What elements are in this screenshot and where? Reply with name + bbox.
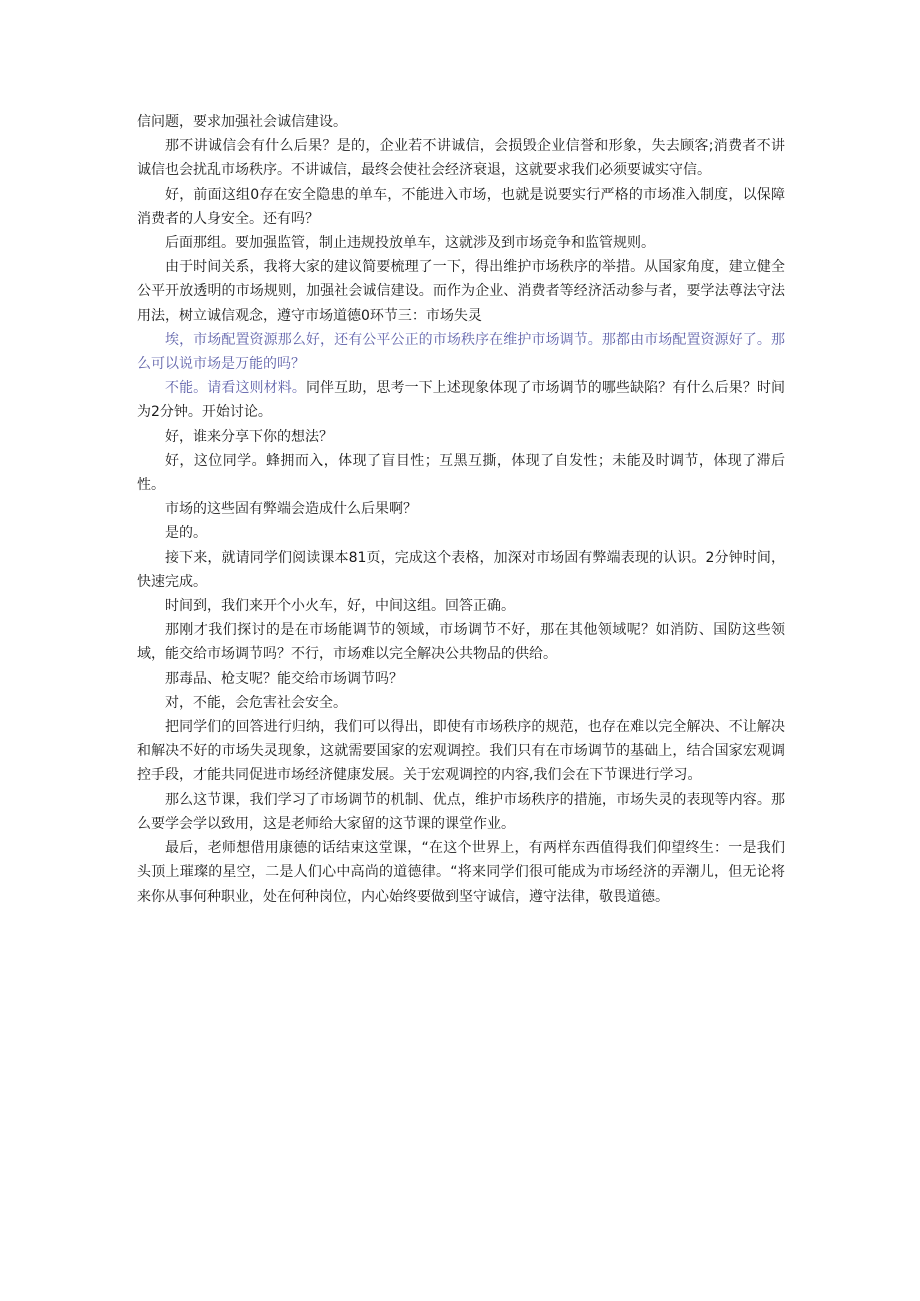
paragraph	[137, 594, 785, 618]
paragraph	[137, 497, 785, 521]
paragraph	[137, 425, 785, 449]
paragraph	[137, 788, 785, 836]
paragraph-text: 好，这位同学。蜂拥而入，体现了盲目性；互黑互撕，体现了自发性；未能及时调节，体现了滞后性。	[137, 452, 785, 494]
paragraph	[137, 183, 785, 231]
paragraph	[137, 110, 785, 134]
paragraph	[137, 667, 785, 691]
document-body	[137, 110, 785, 909]
paragraph-text: 好，前面这组0存在安全隐患的单车，不能进入市场，也就是说要实行严格的市场准入制度，以保障消费者的人身安全。还有吗？	[137, 186, 785, 227]
paragraph-text: 后面那组。要加强监管，制止违规投放单车，这就涉及到市场竞争和监管规则。	[165, 235, 655, 252]
paragraph	[137, 134, 785, 182]
paragraph	[137, 231, 785, 255]
paragraph	[137, 691, 785, 715]
paragraph-text: 是的。	[165, 525, 207, 542]
paragraph-text: 信问题，要求加强社会诚信建设。	[137, 114, 347, 130]
highlighted-text: 埃，市场配置资源那么好，还有公平公正的市场秩序在维护市场调节。那都由市场配置资源好了。那么可以说市场是万能的吗？	[137, 331, 785, 373]
paragraph-text: 时间到，我们来开个小火车，好，中间这组。回答正确。	[165, 598, 515, 615]
paragraph-text: 好，谁来分享下你的想法？	[165, 428, 333, 445]
paragraph	[137, 449, 785, 497]
paragraph-text: 接下来，就请同学们阅读课本81页，完成这个表格，加深对市场固有弊端表现的认识。2分钟时间，快速完成。	[137, 549, 785, 590]
paragraph-text: 由于时间关系，我将大家的建议简要梳理了一下，得出维护市场秩序的举措。从国家角度，建立健全公平开放透明的市场规则，加强社会诚信建设。而作为企业、消费者等经济活动参与者，要学法尊法守法用法，树立诚信观念，遵守市场道德0环节三：市场失灵	[137, 259, 785, 324]
paragraph-text: 对，不能，会危害社会安全。	[165, 694, 347, 711]
paragraph-text: 那么这节课，我们学习了市场调节的机制、优点，维护市场秩序的措施，市场失灵的表现等内容。那么要学会学以致用，这是老师给大家留的这节课的课堂作业。	[137, 791, 785, 832]
paragraph	[137, 715, 785, 788]
paragraph-text: 同伴互助，思考一下上述现象体现了市场调节的哪些缺陷？有什么后果？时间为2分钟。开始讨论。	[137, 380, 786, 421]
paragraph-text: 把同学们的回答进行归纳，我们可以得出，即使有市场秩序的规范，也存在难以完全解决、不让解决和解决不好的市场失灵现象，这就需要国家的宏观调控。我们只有在市场调节的基础上，结合国家宏观调控手段，才能共同促进市场经济健康发展。关于宏观调控的内容,我们会在下节课进行学习。	[137, 719, 785, 784]
paragraph-text: 那刚才我们探讨的是在市场能调节的领域，市场调节不好，那在其他领域呢？如消防、国防这些领域，能交给市场调节吗？不行，市场难以完全解决公共物品的供给。	[137, 622, 785, 663]
paragraph-text: 那不讲诚信会有什么后果？是的，企业若不讲诚信，会损毁企业信誉和形象，失去顾客;消费者不讲诚信也会扰乱市场秩序。不讲诚信，最终会使社会经济衰退，这就要求我们必须要诚实守信。	[137, 138, 785, 179]
highlighted-text: 不能。请看这则材料。	[165, 380, 306, 397]
paragraph-text: 最后，老师想借用康德的话结束这堂课，“在这个世界上，有两样东西值得我们仰望终生：一是我们头顶上璀璨的星空，二是人们心中高尚的道德律。“将来同学们很可能成为市场经济的弄潮儿，但无论将来你从事何种职业，处在何种岗位，内心始终要做到坚守诚信，遵守法律，敬畏道德。	[137, 840, 785, 905]
paragraph	[137, 546, 785, 594]
paragraph	[137, 328, 785, 376]
paragraph	[137, 836, 785, 909]
paragraph-text: 市场的这些固有弊端会造成什么后果啊？	[165, 501, 417, 518]
paragraph-text: 那毒品、枪支呢？能交给市场调节吗？	[165, 670, 403, 687]
paragraph	[137, 376, 785, 424]
paragraph	[137, 521, 785, 545]
paragraph	[137, 618, 785, 666]
paragraph	[137, 255, 785, 328]
